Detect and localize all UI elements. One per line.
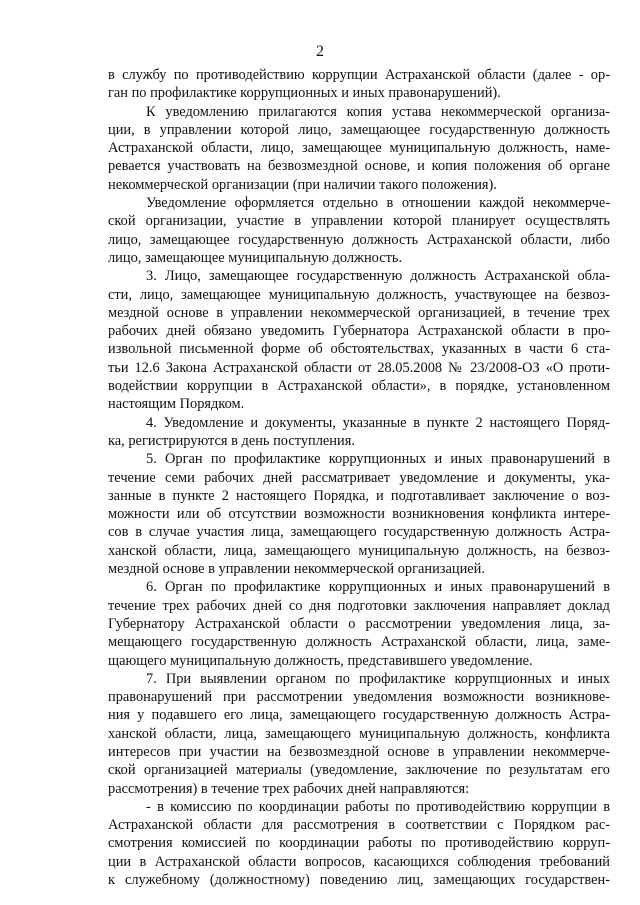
text-line: 4. Уведомление и документы, указанные в пункте 2 настоящего Поряд-	[146, 414, 610, 431]
text-line: мездной основе в управлении некоммерческой организацией.	[108, 561, 485, 578]
text-line: некоммерческой организации (при наличии такого положения).	[108, 176, 497, 193]
text-line: 3. Лицо, замещающее государственную должность Астраханской обла-	[146, 268, 610, 285]
text-line: 7. При выявлении органом по профилактике коррупционных и иных	[146, 670, 610, 687]
text-line: сти, лицо, замещающее муниципальную должность, участвующее на безвоз-	[108, 286, 610, 303]
text-line: Астраханской области, лицо, замещающее муниципальную должность, наме-	[108, 140, 610, 157]
page-number: 2	[316, 43, 324, 60]
text-line: - в комиссию по координации работы по противодействию коррупции в	[146, 798, 610, 815]
text-line: ханской области, лица, замещающего муниципальную должность, конфликта	[108, 725, 610, 742]
text-line: течение семи рабочих дней рассматривает уведомление и документы, ука-	[108, 469, 610, 486]
text-line: к служебному (должностному) поведению лиц, замещающих государствен-	[108, 872, 610, 889]
text-line: тьи 12.6 Закона Астраханской области от 28.05.2008 № 23/2008-ОЗ «О проти-	[108, 359, 610, 376]
text-line: ской организации, участие в управлении которой планирует осуществлять	[108, 213, 610, 230]
text-line: лицо, замещающее государственную должность Астраханской области, либо	[108, 231, 610, 248]
text-line: можности или об отсутствии возможности возникновения конфликта интере-	[108, 506, 610, 523]
text-line: Губернатору Астраханской области о рассмотрении уведомления лица, за-	[108, 615, 610, 632]
text-line: ции, в управлении которой лицо, замещающее государственную должность	[108, 121, 610, 138]
text-line: правонарушений при рассмотрении уведомления возможности возникнове-	[108, 689, 610, 706]
text-line: ган по профилактике коррупционных и иных правонарушений).	[108, 85, 501, 102]
text-line: мещающего государственную должность Астраханской области, лица, заме-	[108, 634, 610, 651]
text-line: 5. Орган по профилактике коррупционных и иных правонарушений в	[146, 451, 610, 468]
text-line: ния у подавшего его лица, замещающего государственную должность Астра-	[108, 707, 610, 724]
text-line: К уведомлению прилагаются копия устава некоммерческой организа-	[146, 103, 610, 120]
text-line: сов в случае участия лица, замещающего государственную должность Астра-	[108, 524, 610, 541]
text-line: рабочих дней обязано уведомить Губернатора Астраханской области в про-	[108, 323, 610, 340]
document-body	[108, 66, 610, 889]
text-line: водействии коррупции в Астраханской области», в порядке, установленном	[108, 378, 610, 395]
text-line: извольной письменной форме об обстоятельствах, указанных в части 6 ста-	[108, 341, 610, 358]
text-line: ции в Астраханской области вопросов, касающихся соблюдения требований	[108, 853, 610, 870]
text-line: занные в пункте 2 настоящего Порядка, и подготавливает заключение о воз-	[108, 487, 610, 504]
text-line: в службу по противодействию коррупции Астраханской области (далее - ор-	[108, 67, 610, 83]
text-line: лицо, замещающее муниципальную должность.	[108, 249, 403, 266]
text-line: рассмотрения) в течение трех рабочих дней направляются:	[108, 780, 470, 797]
text-line: течение трех рабочих дней со дня подготовки заключения направляет доклад	[108, 597, 610, 614]
text-line: интересов при участии на безвозмездной основе в управлении некоммерче-	[108, 743, 610, 760]
text-line: щающего муниципальную должность, представившего уведомление.	[108, 652, 533, 669]
text-line: смотрения комиссией по координации работы по противодействию корруп-	[108, 835, 610, 852]
text-line: мездной основе в управлении некоммерческой организацией, в течение трех	[108, 304, 610, 321]
text-line: Астраханской области для рассмотрения в соответствии с Порядком рас-	[108, 817, 610, 834]
text-line: ка, регистрируются в день поступления.	[108, 432, 355, 449]
text-line: ханской области, лица, замещающего муниципальную должность, на безвоз-	[108, 542, 610, 559]
text-line: Уведомление оформляется отдельно в отношении каждой некоммерче-	[146, 195, 610, 212]
text-line: ревается участвовать на безвозмездной основе, и копия положения об органе	[108, 158, 610, 175]
text-line: ской организацией материалы (уведомление, заключение по результатам его	[108, 762, 610, 779]
text-line: настоящим Порядком.	[108, 396, 245, 413]
text-line: 6. Орган по профилактике коррупционных и иных правонарушений в	[146, 579, 610, 596]
